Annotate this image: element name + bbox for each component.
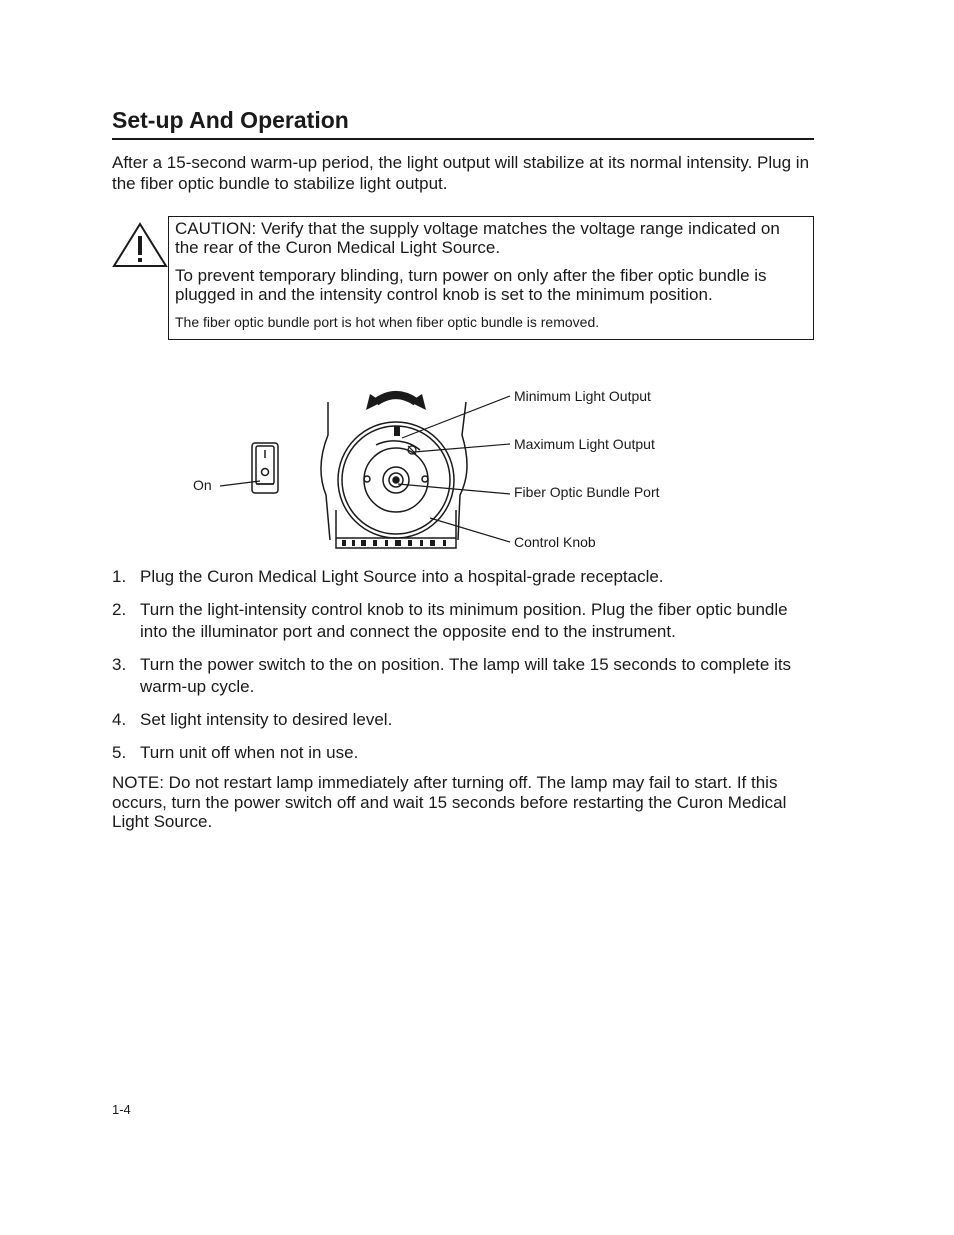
- min-indicator-mark: [394, 426, 400, 436]
- section-heading: Set-up And Operation: [112, 104, 814, 140]
- step-number: 1.: [112, 567, 127, 586]
- list-item: [112, 654, 814, 698]
- steps-list: [112, 566, 814, 775]
- hot-port-warning-text: The fiber optic bundle port is hot when fiber optic bundle is removed.: [175, 314, 600, 330]
- label-minimum-light-output: Minimum Light Output: [514, 388, 651, 404]
- caution-box: [168, 216, 814, 340]
- list-item: [112, 709, 814, 731]
- control-panel-figure: [180, 380, 700, 555]
- list-item: [112, 599, 814, 643]
- list-item: [112, 566, 814, 588]
- step-text: Set light intensity to desired level.: [140, 710, 393, 729]
- on-leader-line: [220, 481, 260, 486]
- intro-paragraph: After a 15-second warm-up period, the light output will stabilize at its normal intensity. Plug in the fiber optic bundle to stabilize light output.: [112, 153, 810, 193]
- step-number: 3.: [112, 655, 127, 674]
- label-on: On: [193, 477, 212, 493]
- blinding-warning-text: To prevent temporary blinding, turn power on only after the fiber optic bundle is plugged in and the intensity control knob is set to the minimum position.: [175, 266, 767, 304]
- power-switch: [252, 443, 278, 493]
- rotation-arrow-icon: [366, 394, 426, 410]
- warning-triangle-icon: [112, 222, 168, 268]
- leader-lines: [398, 396, 510, 542]
- page-number: 1-4: [112, 1102, 131, 1117]
- step-text: Turn the power switch to the on position. The lamp will take 15 seconds to complete its warm-up cycle.: [140, 655, 792, 696]
- step-number: 4.: [112, 710, 127, 729]
- label-fiber-optic-bundle-port: Fiber Optic Bundle Port: [514, 484, 660, 500]
- vent-slots: [342, 540, 446, 546]
- label-maximum-light-output: Maximum Light Output: [514, 436, 655, 452]
- list-item: [112, 742, 814, 764]
- step-number: 2.: [112, 600, 127, 619]
- step-text: Plug the Curon Medical Light Source into a hospital-grade receptacle.: [140, 567, 664, 586]
- step-text: Turn the light-intensity control knob to its minimum position. Plug the fiber optic bundle into the illuminator port and connect the opposite end to the instrument.: [140, 600, 788, 641]
- step-text: Turn unit off when not in use.: [140, 743, 359, 762]
- step-number: 5.: [112, 743, 127, 762]
- note-paragraph: NOTE: Do not restart lamp immediately after turning off. The lamp may fail to start. If this occurs, turn the power switch off and wait 15 seconds before restarting the Curon Medical Light Source.: [112, 773, 787, 831]
- label-control-knob: Control Knob: [514, 534, 596, 550]
- caution-text: CAUTION: Verify that the supply voltage matches the voltage range indicated on the rear of the Curon Medical Light Source.: [175, 219, 780, 257]
